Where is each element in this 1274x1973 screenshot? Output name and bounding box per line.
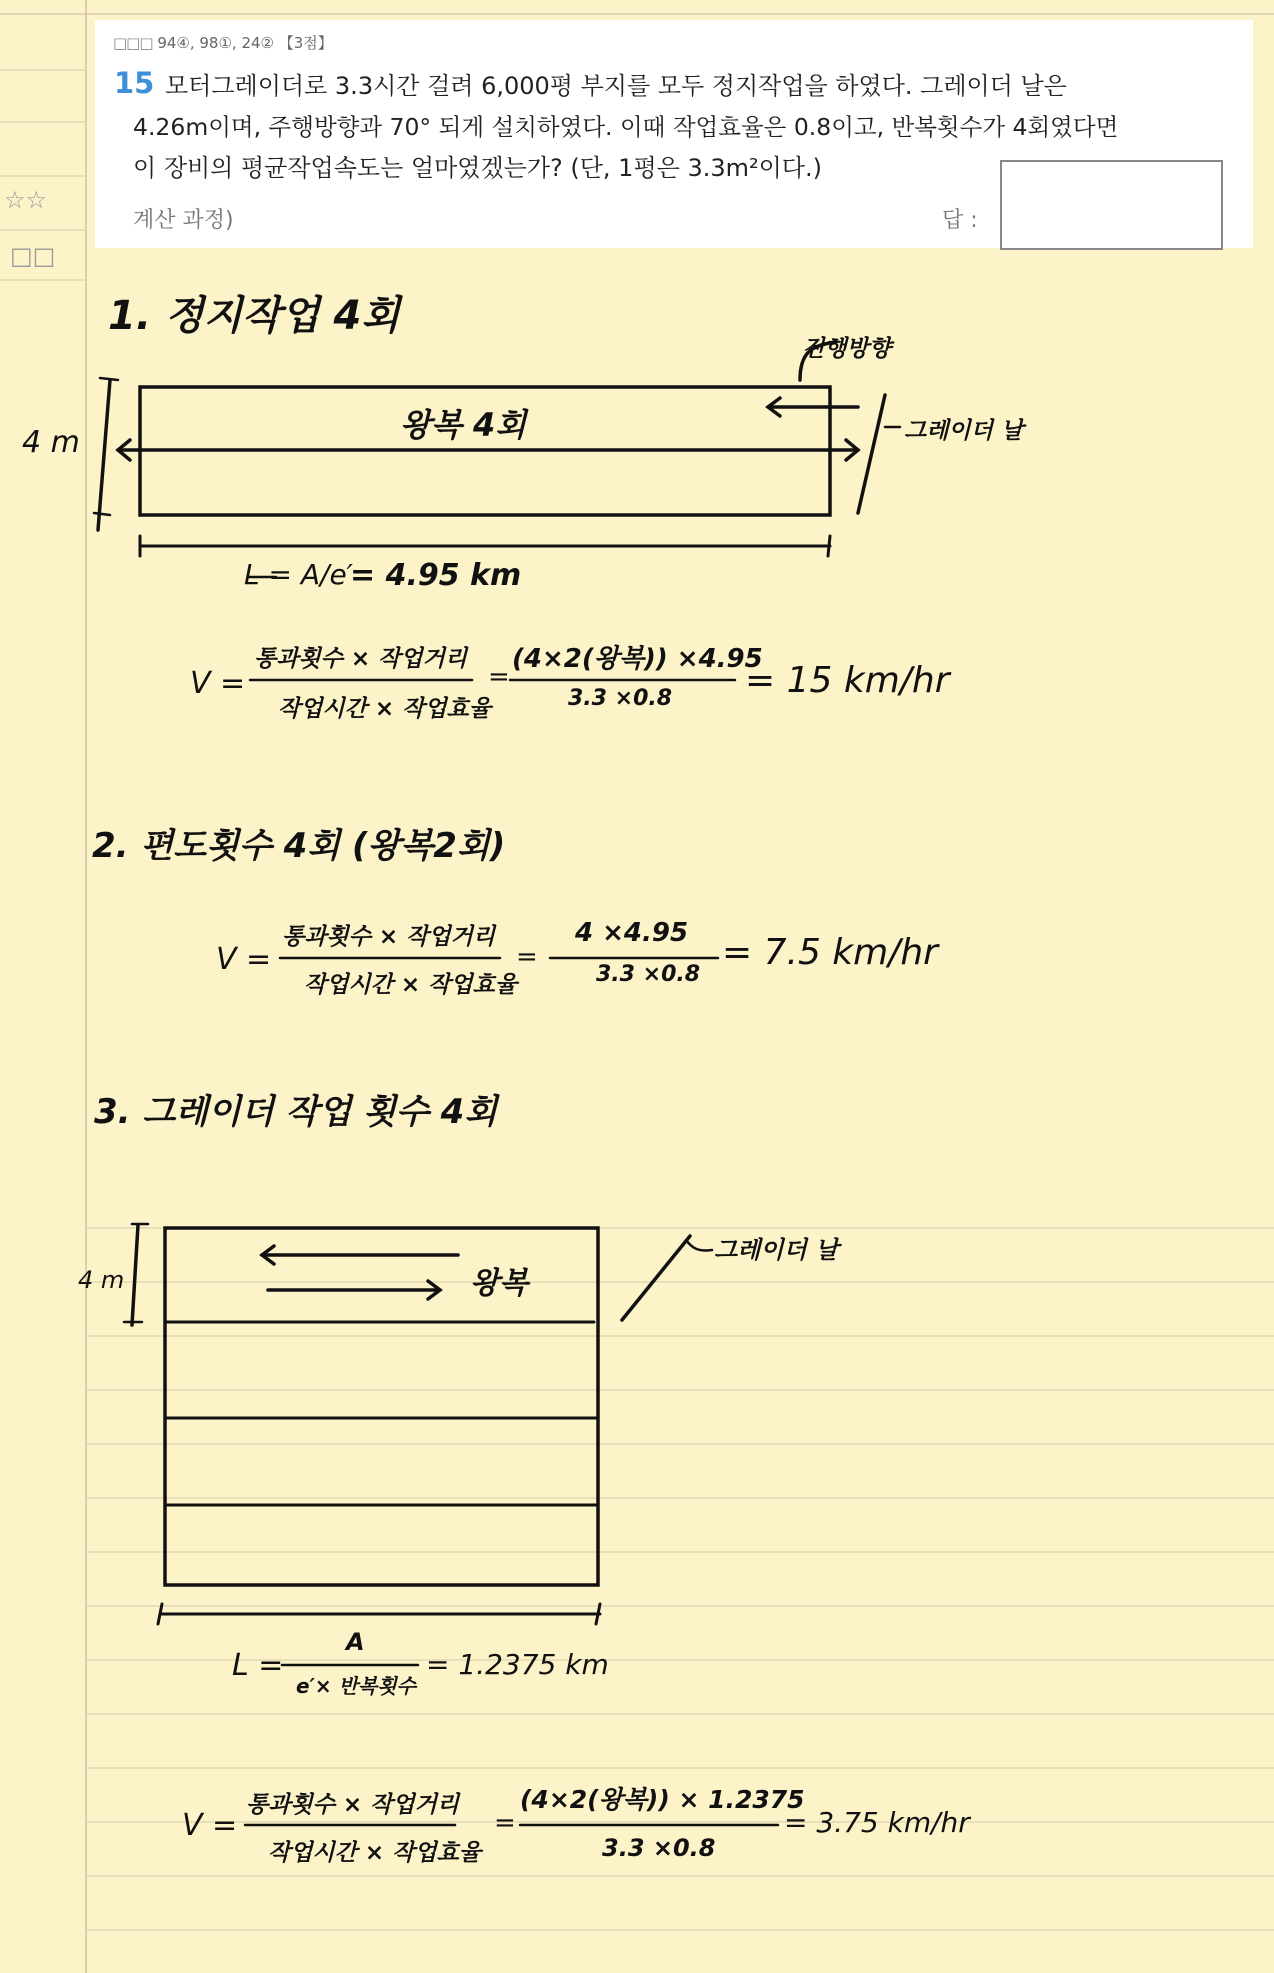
length-tick-right-3 [596, 1604, 600, 1624]
length-tick-left-3 [158, 1604, 162, 1624]
width-dim-1 [98, 380, 110, 530]
section3-calc-numerator: (4×2(왕복)) × 1.2375 [520, 1785, 805, 1814]
section1-calc-denominator: 3.3 ×0.8 [568, 686, 673, 711]
blade-line-1 [858, 395, 885, 513]
section2-v-denominator: 작업시간 × 작업효율 [304, 972, 518, 998]
field-rect-3 [165, 1228, 598, 1585]
section1-result: = 15 km/hr [745, 660, 950, 701]
section1-roundtrip-label: 왕복 4회 [400, 406, 527, 444]
answer-label: 답 : [942, 208, 978, 233]
question-checkbox-icon[interactable]: □□□ [113, 34, 153, 52]
section2-v-numerator: 통과횟수 × 작업거리 [282, 924, 496, 950]
question-line-3: 이 장비의 평균작업속도는 얼마였겠는가? (단, 1평은 3.3m²이다.) [133, 154, 822, 182]
section2-calc-denominator: 3.3 ×0.8 [596, 962, 701, 987]
blade-pointer-3 [686, 1240, 712, 1251]
section1-v-denominator: 작업시간 × 작업효율 [278, 696, 492, 722]
section1-eq: = [488, 662, 510, 692]
section3-result: = 3.75 km/hr [784, 1806, 970, 1839]
section3-blade-label: 그레이더 날 [714, 1236, 839, 1264]
section2-calc-numerator: 4 ×4.95 [575, 918, 689, 948]
section1-calc-numerator: (4×2(왕복)) ×4.95 [512, 644, 763, 674]
width-dim-3 [132, 1225, 138, 1325]
blade-line-3 [622, 1236, 690, 1320]
section1-blade-label: 그레이더 날 [904, 418, 1024, 444]
section2-heading: 2. 편도횟수 4회 (왕복2회) [92, 826, 506, 866]
section1-width-label: 4 m [22, 425, 80, 460]
section3-width-label: 4 m [78, 1266, 125, 1294]
section3-calc-denominator: 3.3 ×0.8 [602, 1834, 716, 1862]
section1-v-label: V = [190, 666, 246, 701]
section3-length-value: = 1.2375 km [426, 1648, 609, 1681]
section2-eq: = [516, 942, 538, 972]
section3-v-numerator: 통과횟수 × 작업거리 [246, 1792, 460, 1818]
question-meta-text: 94④, 98①, 24② 【3점】 [157, 34, 333, 52]
length-tick-right-1 [828, 536, 830, 556]
section1-v-numerator: 통과횟수 × 작업거리 [254, 646, 468, 672]
section3-length-num: A [346, 1628, 365, 1656]
width-tick-bottom-1 [94, 513, 110, 515]
section3-v-label: V = [182, 1808, 238, 1843]
section1-length-value: = 4.95 km [350, 558, 522, 593]
calc-process-label: 계산 과정) [133, 208, 234, 233]
question-line-1: 모터그레이더로 3.3시간 걸려 6,000평 부지를 모두 정지작업을 하였다. 그레이더 날은 [165, 72, 1067, 100]
width-tick-top-1 [100, 378, 118, 380]
section3-heading: 3. 그레이더 작업 횟수 4회 [94, 1092, 498, 1132]
section3-length-label: L = [232, 1648, 284, 1683]
section3-roundtrip-label: 왕복 [470, 1266, 528, 1301]
section1-heading: 1. 정지작업 4회 [108, 293, 400, 339]
checkbox-icon[interactable]: □□ [10, 242, 56, 270]
section3-length-den: e′× 반복횟수 [296, 1674, 416, 1698]
question-line-2: 4.26m이며, 주행방향과 70° 되게 설치하였다. 이때 작업효율은 0.8이고, 반복횟수가 4회였다면 [133, 113, 1119, 141]
section3-eq: = [494, 1808, 516, 1838]
star-outline-icon[interactable]: ☆☆ [4, 186, 48, 214]
section3-v-denominator: 작업시간 × 작업효율 [268, 1840, 482, 1866]
question-number: 15 [114, 66, 155, 100]
section2-result: = 7.5 km/hr [722, 932, 938, 973]
section1-direction-label: 진행방향 [802, 336, 891, 362]
section1-length-formula: L = A/e′ [244, 558, 354, 591]
section2-v-label: V = [216, 942, 272, 977]
